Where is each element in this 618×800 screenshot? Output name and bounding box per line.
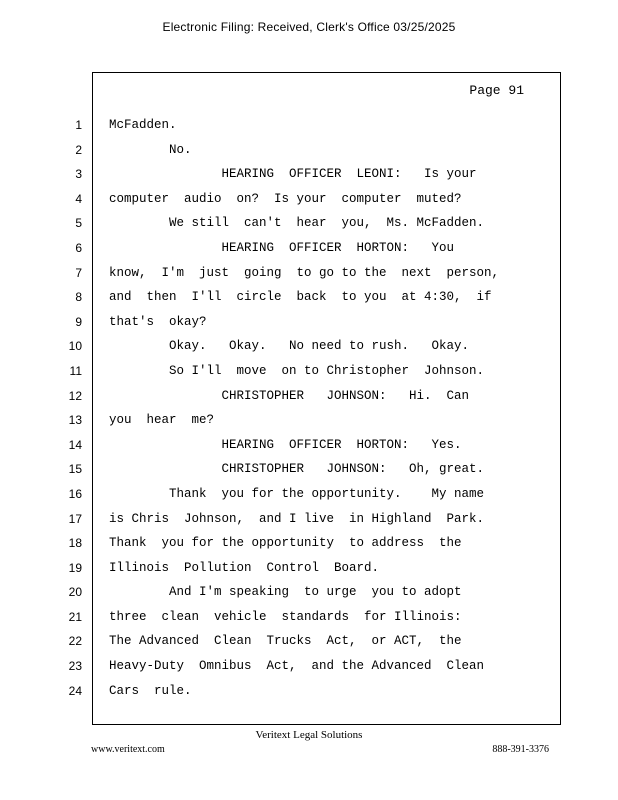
transcript-line: that's okay? [109, 314, 207, 329]
transcript-line: you hear me? [109, 413, 215, 428]
transcript-line: HEARING OFFICER LEONI: Is your [109, 167, 477, 182]
line-number: 11 [69, 363, 82, 378]
line-number: 7 [75, 265, 82, 280]
line-number: 9 [75, 314, 82, 329]
line-number: 23 [68, 659, 82, 674]
transcript-line: CHRISTOPHER JOHNSON: Hi. Can [109, 388, 470, 403]
line-number: 5 [75, 216, 82, 231]
page-number: Page 91 [469, 83, 524, 98]
line-number: 17 [68, 511, 82, 526]
line-number: 12 [68, 388, 82, 403]
transcript-text [109, 113, 549, 703]
line-number-column [52, 113, 82, 703]
transcript-line: HEARING OFFICER HORTON: Yes. [109, 437, 462, 452]
line-number: 3 [75, 167, 82, 182]
transcript-line: Illinois Pollution Control Board. [109, 560, 380, 575]
line-number: 22 [68, 634, 82, 649]
transcript-line: know, I'm just going to go to the next person, [109, 265, 500, 280]
line-number: 8 [75, 290, 82, 305]
transcript-line: HEARING OFFICER HORTON: You [109, 240, 455, 255]
transcript-line: three clean vehicle standards for Illinois: [109, 609, 462, 624]
transcript-line: CHRISTOPHER JOHNSON: Oh, great. [109, 462, 485, 477]
transcript-line: No. [109, 142, 192, 157]
transcript-line: Okay. Okay. No need to rush. Okay. [109, 339, 470, 354]
footer-phone: 888-391-3376 [492, 744, 549, 755]
line-number: 1 [75, 118, 82, 132]
transcript-line: Thank you for the opportunity. My name [109, 486, 485, 501]
line-number: 19 [68, 560, 82, 575]
line-number: 10 [68, 339, 82, 354]
footer-company: Veritext Legal Solutions [255, 729, 363, 741]
transcript-line: Thank you for the opportunity to address the [109, 536, 462, 551]
footer-website: www.veritext.com [91, 744, 165, 755]
transcript-line: The Advanced Clean Trucks Act, or ACT, the [109, 634, 462, 649]
transcript-line: So I'll move on to Christopher Johnson. [109, 363, 485, 378]
transcript-line: is Chris Johnson, and I live in Highland Park. [109, 511, 485, 526]
line-number: 4 [75, 191, 82, 206]
line-number: 24 [68, 683, 82, 698]
transcript-line: and then I'll circle back to you at 4:30, if [109, 290, 492, 305]
transcript-line: And I'm speaking to urge you to adopt [109, 585, 462, 600]
transcript-line: McFadden. [109, 118, 177, 132]
line-number: 15 [68, 462, 82, 477]
line-number: 6 [75, 240, 82, 255]
transcript-line: Heavy-Duty Omnibus Act, and the Advanced Clean [109, 659, 485, 674]
line-number: 21 [68, 609, 82, 624]
transcript-line: computer audio on? Is your computer muted? [109, 191, 462, 206]
line-number: 16 [68, 486, 82, 501]
transcript-line: Cars rule. [109, 683, 192, 698]
line-number: 14 [68, 437, 82, 452]
line-number: 18 [68, 536, 82, 551]
transcript-line: We still can't hear you, Ms. McFadden. [109, 216, 485, 231]
line-number: 2 [75, 142, 82, 157]
filing-stamp: Electronic Filing: Received, Clerk's Office 03/25/2025 [162, 20, 456, 34]
line-number: 13 [68, 413, 82, 428]
line-number: 20 [68, 585, 82, 600]
